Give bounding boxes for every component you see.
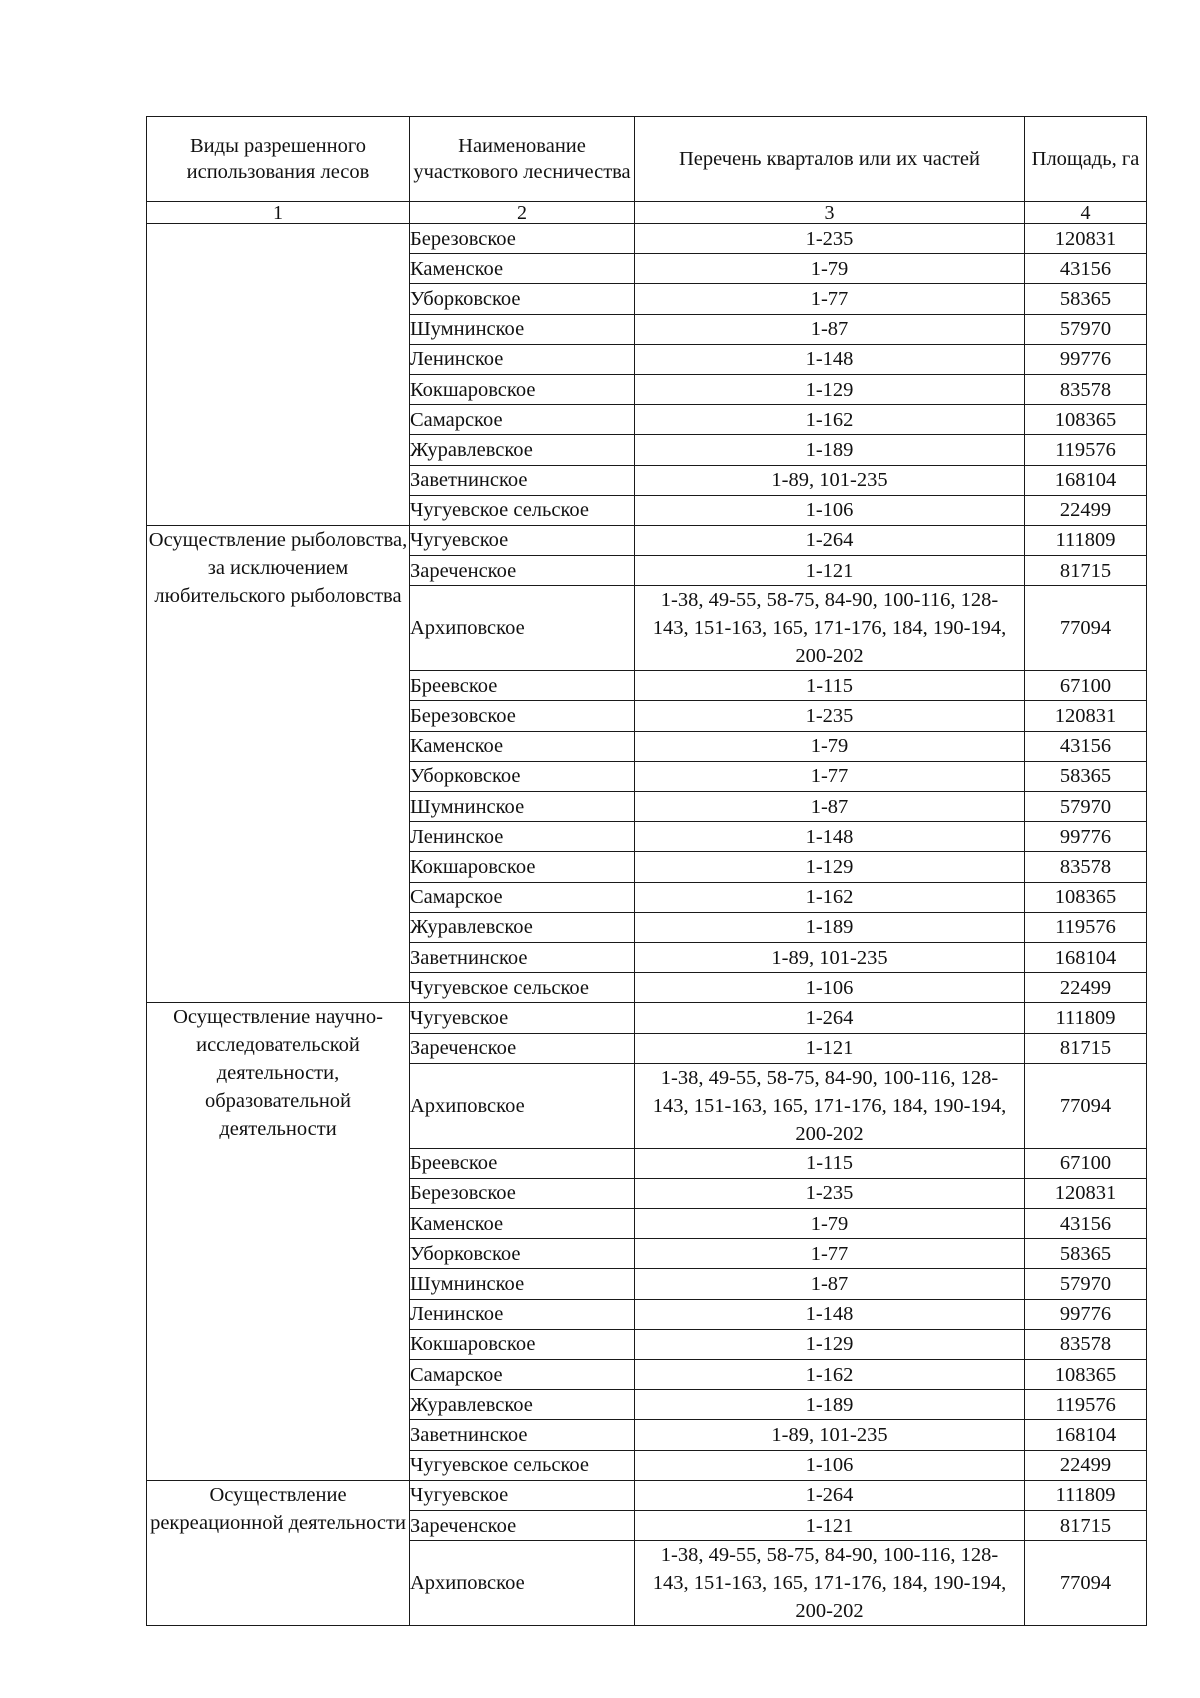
quarters-cell: [635, 1178, 1025, 1208]
forestry-name-cell: Уборковское: [410, 761, 635, 791]
quarters-text: 1-148: [805, 348, 854, 371]
quarters-text: 1-129: [805, 855, 854, 878]
forestry-name-cell: Кокшаровское: [410, 374, 635, 404]
column-number: 4: [1025, 202, 1147, 224]
quarters-cell: [635, 973, 1025, 1003]
quarters-text: 1-77: [810, 287, 849, 310]
area-cell: 119576: [1025, 1390, 1147, 1420]
quarters-cell: [635, 1033, 1025, 1063]
quarters-cell: [635, 374, 1025, 404]
area-cell: 108365: [1025, 882, 1147, 912]
quarters-cell: [635, 435, 1025, 465]
quarters-text: 1-38, 49-55, 58-75, 84-90, 100-116, 128-143, 151-163, 165, 171-176, 184, 190-194, 200-202: [652, 1066, 1007, 1145]
quarters-cell: [635, 525, 1025, 555]
forestry-name-cell: Заветнинское: [410, 942, 635, 972]
quarters-cell: [635, 1329, 1025, 1359]
quarters-cell: [635, 405, 1025, 435]
quarters-text: 1-79: [810, 735, 849, 758]
quarters-text: 1-121: [805, 1514, 854, 1537]
quarters-cell: [635, 882, 1025, 912]
quarters-cell: [635, 792, 1025, 822]
forestry-name-cell: Каменское: [410, 731, 635, 761]
forestry-name-cell: Заветнинское: [410, 1420, 635, 1450]
quarters-text: 1-106: [805, 499, 854, 522]
quarters-text: 1-148: [805, 825, 854, 848]
quarters-text: 1-79: [810, 1212, 849, 1235]
quarters-cell: [635, 761, 1025, 791]
area-cell: 81715: [1025, 556, 1147, 586]
area-cell: 57970: [1025, 1269, 1147, 1299]
quarters-text: 1-162: [805, 1363, 854, 1386]
area-cell: 67100: [1025, 671, 1147, 701]
quarters-cell: [635, 1360, 1025, 1390]
quarters-text: 1-38, 49-55, 58-75, 84-90, 100-116, 128-143, 151-163, 165, 171-176, 184, 190-194, 200-202: [652, 589, 1007, 668]
quarters-cell: [635, 731, 1025, 761]
quarters-text: 1-87: [810, 795, 849, 818]
area-cell: 108365: [1025, 405, 1147, 435]
forestry-name-cell: Уборковское: [410, 284, 635, 314]
forestry-name-cell: Зареченское: [410, 1033, 635, 1063]
forestry-name-cell: Чугуевское сельское: [410, 973, 635, 1003]
use-type-cell: Осуществление рыболовства, за исключением любительского рыболовства: [147, 525, 410, 1002]
area-cell: 168104: [1025, 942, 1147, 972]
forestry-name-cell: Самарское: [410, 405, 635, 435]
quarters-text: 1-106: [805, 1454, 854, 1477]
quarters-cell: [635, 1269, 1025, 1299]
forestry-name-cell: Березовское: [410, 224, 635, 254]
forestry-name-cell: Каменское: [410, 1209, 635, 1239]
quarters-text: 1-89, 101-235: [771, 469, 888, 492]
quarters-text: 1-264: [805, 529, 854, 552]
quarters-text: 1-189: [805, 438, 854, 461]
area-cell: 120831: [1025, 224, 1147, 254]
forestry-name-cell: Березовское: [410, 701, 635, 731]
header-quarters: Перечень кварталов или их частей: [635, 117, 1025, 202]
area-cell: 120831: [1025, 1178, 1147, 1208]
area-cell: 22499: [1025, 495, 1147, 525]
quarters-text: 1-79: [810, 257, 849, 280]
forestry-name-cell: Чугуевское: [410, 1480, 635, 1510]
header-forestry-name: Наименование участкового лесничества: [410, 117, 635, 202]
quarters-cell: [635, 314, 1025, 344]
quarters-cell: [635, 224, 1025, 254]
header-use-type: Виды разрешенного использования лесов: [147, 117, 410, 202]
forestry-name-cell: Каменское: [410, 254, 635, 284]
area-cell: 22499: [1025, 973, 1147, 1003]
quarters-text: 1-264: [805, 1006, 854, 1029]
quarters-text: 1-235: [805, 705, 854, 728]
use-type-cell: Осуществление научно-исследовательской деятельности, образовательной деятельности: [147, 1003, 410, 1480]
table-row: [147, 525, 1147, 555]
forestry-name-cell: Архиповское: [410, 1063, 635, 1148]
forestry-name-cell: Шумнинское: [410, 314, 635, 344]
forestry-name-cell: Бреевское: [410, 671, 635, 701]
table-row: [147, 224, 1147, 254]
quarters-text: 1-87: [810, 1273, 849, 1296]
forestry-name-cell: Бреевское: [410, 1148, 635, 1178]
area-cell: 58365: [1025, 761, 1147, 791]
quarters-cell: [635, 1063, 1025, 1148]
quarters-cell: [635, 1209, 1025, 1239]
forestry-name-cell: Шумнинское: [410, 792, 635, 822]
area-cell: 22499: [1025, 1450, 1147, 1480]
forestry-name-cell: Кокшаровское: [410, 1329, 635, 1359]
quarters-text: 1-87: [810, 318, 849, 341]
column-number: 3: [635, 202, 1025, 224]
quarters-text: 1-235: [805, 227, 854, 250]
area-cell: 83578: [1025, 374, 1147, 404]
forest-use-table: [146, 116, 1147, 1626]
quarters-cell: [635, 1450, 1025, 1480]
area-cell: 58365: [1025, 1239, 1147, 1269]
use-type-cell: Осуществление рекреационной деятельности: [147, 1480, 410, 1625]
quarters-text: 1-115: [805, 1152, 854, 1175]
area-cell: 111809: [1025, 525, 1147, 555]
quarters-text: 1-121: [805, 559, 854, 582]
forestry-name-cell: Шумнинское: [410, 1269, 635, 1299]
area-cell: 99776: [1025, 344, 1147, 374]
area-cell: 111809: [1025, 1003, 1147, 1033]
forestry-name-cell: Ленинское: [410, 1299, 635, 1329]
forestry-name-cell: Уборковское: [410, 1239, 635, 1269]
forestry-name-cell: Архиповское: [410, 586, 635, 671]
quarters-text: 1-148: [805, 1303, 854, 1326]
forestry-name-cell: Чугуевское сельское: [410, 495, 635, 525]
quarters-text: 1-77: [810, 1242, 849, 1265]
quarters-cell: [635, 495, 1025, 525]
area-cell: 168104: [1025, 465, 1147, 495]
quarters-text: 1-38, 49-55, 58-75, 84-90, 100-116, 128-143, 151-163, 165, 171-176, 184, 190-194, 200-202: [652, 1544, 1007, 1623]
quarters-text: 1-235: [805, 1182, 854, 1205]
area-cell: 83578: [1025, 852, 1147, 882]
column-number-row: [147, 202, 1147, 224]
forestry-name-cell: Журавлевское: [410, 1390, 635, 1420]
area-cell: 67100: [1025, 1148, 1147, 1178]
area-cell: 83578: [1025, 1329, 1147, 1359]
area-cell: 111809: [1025, 1480, 1147, 1510]
quarters-cell: [635, 701, 1025, 731]
quarters-cell: [635, 822, 1025, 852]
quarters-cell: [635, 1148, 1025, 1178]
quarters-cell: [635, 284, 1025, 314]
forestry-name-cell: Зареченское: [410, 1510, 635, 1540]
quarters-cell: [635, 556, 1025, 586]
forestry-name-cell: Чугуевское сельское: [410, 1450, 635, 1480]
table-row: [147, 1480, 1147, 1510]
quarters-cell: [635, 586, 1025, 671]
quarters-text: 1-264: [805, 1484, 854, 1507]
quarters-text: 1-106: [805, 976, 854, 999]
quarters-cell: [635, 942, 1025, 972]
quarters-text: 1-162: [805, 886, 854, 909]
quarters-cell: [635, 1390, 1025, 1420]
area-cell: 81715: [1025, 1510, 1147, 1540]
quarters-cell: [635, 1541, 1025, 1626]
table-row: [147, 1003, 1147, 1033]
area-cell: 43156: [1025, 254, 1147, 284]
forestry-name-cell: Чугуевское: [410, 1003, 635, 1033]
forestry-name-cell: Журавлевское: [410, 435, 635, 465]
forestry-name-cell: Чугуевское: [410, 525, 635, 555]
area-cell: 99776: [1025, 822, 1147, 852]
quarters-cell: [635, 671, 1025, 701]
area-cell: 43156: [1025, 731, 1147, 761]
quarters-text: 1-115: [805, 674, 854, 697]
area-cell: 43156: [1025, 1209, 1147, 1239]
forestry-name-cell: Березовское: [410, 1178, 635, 1208]
area-cell: 57970: [1025, 792, 1147, 822]
forestry-name-cell: Ленинское: [410, 822, 635, 852]
forestry-name-cell: Зареченское: [410, 556, 635, 586]
forestry-name-cell: Ленинское: [410, 344, 635, 374]
quarters-text: 1-121: [805, 1037, 854, 1060]
quarters-cell: [635, 1480, 1025, 1510]
table-body: [147, 224, 1147, 1626]
area-cell: 120831: [1025, 701, 1147, 731]
quarters-cell: [635, 254, 1025, 284]
quarters-text: 1-189: [805, 916, 854, 939]
use-type-cell: [147, 224, 410, 526]
quarters-cell: [635, 1420, 1025, 1450]
forestry-name-cell: Кокшаровское: [410, 852, 635, 882]
area-cell: 77094: [1025, 1063, 1147, 1148]
quarters-cell: [635, 1510, 1025, 1540]
area-cell: 119576: [1025, 912, 1147, 942]
quarters-text: 1-189: [805, 1393, 854, 1416]
quarters-text: 1-129: [805, 378, 854, 401]
quarters-cell: [635, 344, 1025, 374]
quarters-cell: [635, 465, 1025, 495]
quarters-cell: [635, 1239, 1025, 1269]
quarters-text: 1-89, 101-235: [771, 1423, 888, 1446]
area-cell: 168104: [1025, 1420, 1147, 1450]
forestry-name-cell: Архиповское: [410, 1541, 635, 1626]
quarters-text: 1-77: [810, 765, 849, 788]
area-cell: 119576: [1025, 435, 1147, 465]
forestry-name-cell: Журавлевское: [410, 912, 635, 942]
area-cell: 58365: [1025, 284, 1147, 314]
header-row: [147, 117, 1147, 202]
quarters-text: 1-129: [805, 1333, 854, 1356]
area-cell: 81715: [1025, 1033, 1147, 1063]
quarters-text: 1-162: [805, 408, 854, 431]
forestry-name-cell: Самарское: [410, 1360, 635, 1390]
quarters-text: 1-89, 101-235: [771, 946, 888, 969]
quarters-cell: [635, 1299, 1025, 1329]
area-cell: 99776: [1025, 1299, 1147, 1329]
area-cell: 57970: [1025, 314, 1147, 344]
quarters-cell: [635, 852, 1025, 882]
forestry-name-cell: Заветнинское: [410, 465, 635, 495]
quarters-cell: [635, 912, 1025, 942]
forestry-name-cell: Самарское: [410, 882, 635, 912]
column-number: 1: [147, 202, 410, 224]
header-area: Площадь, га: [1025, 117, 1147, 202]
column-number: 2: [410, 202, 635, 224]
area-cell: 108365: [1025, 1360, 1147, 1390]
area-cell: 77094: [1025, 586, 1147, 671]
quarters-cell: [635, 1003, 1025, 1033]
area-cell: 77094: [1025, 1541, 1147, 1626]
